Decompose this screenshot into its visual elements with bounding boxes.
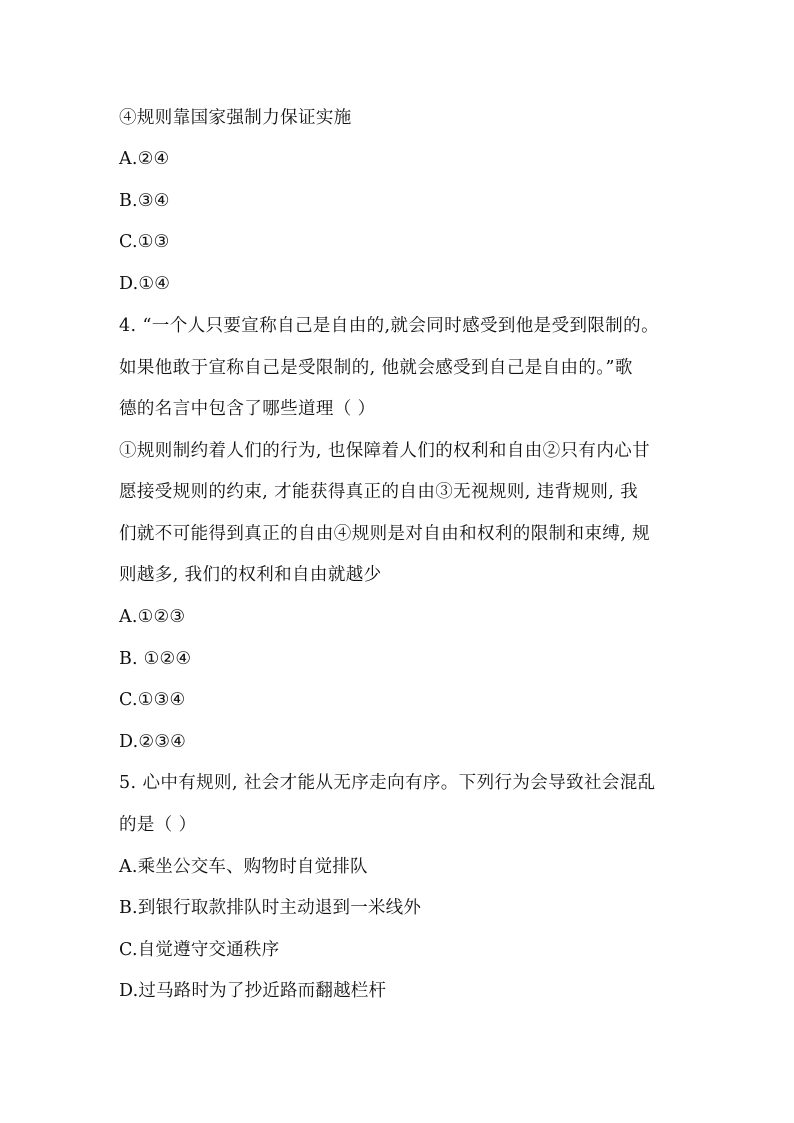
q4-stem-line-2: 如果他敢于宣称自己是受限制的, 他就会感受到自己是自由的。”歌 (119, 358, 633, 378)
q5-stem-line-1: 5. 心中有规则, 社会才能从无序走向有序。下列行为会导致社会混乱 (119, 773, 656, 793)
q4-option-c: C.①③④ (119, 690, 186, 710)
q5-stem-line-2: 的是（ ） (119, 815, 197, 835)
q4-statement-line-3: 们就不可能得到真正的自由④规则是对自由和权利的限制和束缚, 规 (119, 524, 651, 544)
q5-option-b: B.到银行取款排队时主动退到一米线外 (119, 898, 422, 918)
q3-statement-4: ④规则靠国家强制力保证实施 (119, 108, 352, 128)
q5-option-c: C.自觉遵守交通秩序 (119, 940, 280, 960)
q5-option-d: D.过马路时为了抄近路而翻越栏杆 (119, 981, 387, 1001)
q4-option-d: D.②③④ (119, 732, 187, 752)
q4-statement-line-2: 愿接受规则的约束, 才能获得真正的自由③无视规则, 违背规则, 我 (119, 482, 639, 502)
q5-option-a: A.乘坐公交车、购物时自觉排队 (119, 857, 368, 877)
q4-stem-line-1: 4. “一个人只要宣称自己是自由的,就会同时感受到他是受到限制的。 (119, 316, 659, 336)
q4-statement-line-4: 则越多, 我们的权利和自由就越少 (119, 565, 382, 585)
q4-option-a: A.①②③ (119, 607, 186, 627)
q3-option-a: A.②④ (119, 149, 170, 169)
q4-statement-line-1: ①规则制约着人们的行为, 也保障着人们的权利和自由②只有内心甘 (119, 441, 651, 461)
q4-stem-line-3: 德的名言中包含了哪些道理（ ） (119, 399, 376, 419)
q3-option-b: B.③④ (119, 191, 170, 211)
q3-option-d: D.①④ (119, 274, 171, 294)
q4-option-b: B. ①②④ (119, 649, 192, 669)
q3-option-c: C.①③ (119, 232, 170, 252)
